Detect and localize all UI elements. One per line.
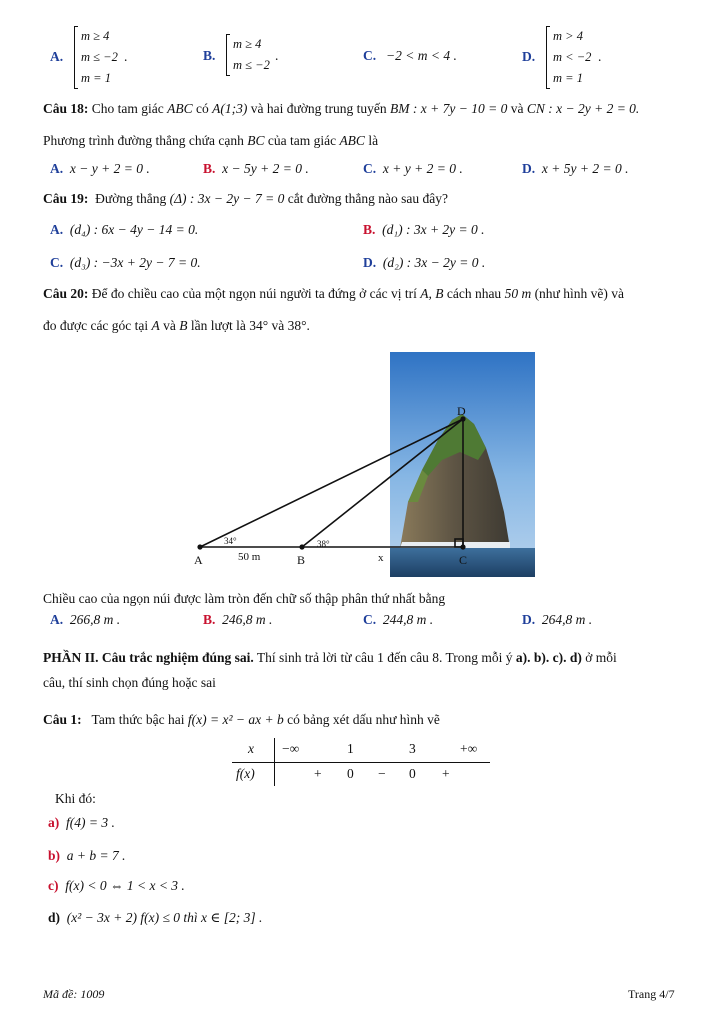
point-b xyxy=(299,544,304,549)
p2q1-expression: f(x) = x² − ax + b xyxy=(187,712,284,727)
q20-points: A, B xyxy=(420,286,444,301)
footer-exam-code: Mã đề: 1009 xyxy=(43,987,105,1001)
q20-label: Câu 20: xyxy=(43,286,89,301)
sign-table-hline xyxy=(232,762,490,763)
q18-stem-line2 xyxy=(43,133,378,149)
q18-stem-line1 xyxy=(43,101,639,117)
item-text: a + b = 7 . xyxy=(66,848,126,863)
mountain-figure xyxy=(190,352,540,584)
q20-option-b[interactable] xyxy=(203,612,272,628)
q20-distance: 50 m xyxy=(504,286,532,301)
q19-option-b[interactable] xyxy=(363,222,485,238)
q20-text: đo được các góc tại xyxy=(43,318,149,333)
p2q1-text: có bảng xét dấu như hình vẽ xyxy=(287,712,440,727)
q19-text: Đường thẳng xyxy=(95,191,167,206)
q17-option-c-text: −2 < m < 4 . xyxy=(386,48,457,63)
q17-option-a-letter: A. xyxy=(50,49,64,64)
item-text: f(x) < 0 ⇔ 1 < x < 3 . xyxy=(65,878,185,893)
q18-text: là xyxy=(368,133,379,148)
q18-option-d[interactable] xyxy=(522,161,628,177)
option-letter: C. xyxy=(363,612,377,627)
q18-point-a: A(1;3) xyxy=(212,101,248,116)
option-letter: A. xyxy=(50,161,64,176)
item-text: f(4) = 3 . xyxy=(66,815,115,830)
q18-option-c[interactable] xyxy=(363,161,463,177)
q18-label: Câu 18: xyxy=(43,101,89,116)
option-letter: B. xyxy=(203,161,216,176)
q19-text: cắt đường thẳng nào sau đây? xyxy=(287,191,448,206)
p2q1-item-c[interactable] xyxy=(48,878,185,894)
q20-text: (như hình vẽ) và xyxy=(534,286,624,301)
p2q1-label: Câu 1: xyxy=(43,712,82,727)
q17-b-line1: m ≥ 4 xyxy=(233,37,262,51)
label-a: A xyxy=(194,553,203,567)
angle-a-label: 34° xyxy=(224,536,237,546)
option-text: 264,8 m . xyxy=(541,612,593,627)
label-b: B xyxy=(297,553,306,567)
q18-median-bm: BM : x + 7y − 10 = 0 xyxy=(390,101,508,116)
q17-a-tail: . xyxy=(124,49,128,64)
option-letter: C. xyxy=(50,255,64,270)
item-text: (x² − 3x + 2) f(x) ≤ 0 thì x ∈ [2; 3] . xyxy=(66,910,263,925)
option-text: 246,8 m . xyxy=(222,612,273,627)
q18-text: và hai đường trung tuyến xyxy=(250,101,387,116)
q17-option-b-system xyxy=(226,34,270,76)
option-letter: B. xyxy=(363,222,376,237)
q18-text: của tam giác xyxy=(267,133,337,148)
q20-point-a: A xyxy=(151,318,160,333)
q18-text: Cho tam giác xyxy=(91,101,164,116)
sign-table-pos-inf: +∞ xyxy=(460,741,478,756)
q18-triangle: ABC xyxy=(339,133,365,148)
part2-title: PHẦN II. Câu trắc nghiệm đúng sai. xyxy=(43,650,254,665)
q20-text: và xyxy=(271,318,285,333)
q20-option-d[interactable] xyxy=(522,612,592,628)
part2-items-ref: a). b). c). d) xyxy=(515,650,582,665)
option-letter: D. xyxy=(363,255,377,270)
q17-d-tail: . xyxy=(598,49,602,64)
angle-b-label: 38° xyxy=(317,539,330,549)
q20-option-a[interactable] xyxy=(50,612,120,628)
p2q1-stem xyxy=(43,712,440,728)
part2-intro: Thí sinh trả lời từ câu 1 đến câu 8. Trong mỗi ý xyxy=(256,650,513,665)
sign-table-fx-header: f(x) xyxy=(236,766,255,781)
q17-b-line2: m ≤ −2 xyxy=(233,58,270,72)
sign-table-neg-inf: −∞ xyxy=(282,741,300,756)
x-label: x xyxy=(378,552,384,564)
q18-text: có xyxy=(196,101,209,116)
item-letter: d) xyxy=(48,910,61,925)
q18-side-bc: BC xyxy=(247,133,265,148)
q17-a-line3: m = 1 xyxy=(81,71,111,85)
option-text: x + y + 2 = 0 . xyxy=(382,161,463,176)
sign-table-zero-1: 0 xyxy=(347,766,354,781)
q19-option-c[interactable] xyxy=(50,255,201,271)
sign-table-vline xyxy=(274,738,275,786)
option-text: x + 5y + 2 = 0 . xyxy=(541,161,629,176)
option-letter: A. xyxy=(50,222,64,237)
p2q1-item-d[interactable] xyxy=(48,910,262,926)
option-text: (d₂) : 3x − 2y = 0 . xyxy=(382,255,486,270)
ab-length-label: 50 m xyxy=(238,551,261,563)
option-text: (d₄) : 6x − 4y − 14 = 0. xyxy=(69,222,199,237)
sign-table-sign-2: − xyxy=(378,766,386,781)
q17-d-line1: m > 4 xyxy=(553,29,583,43)
q18-text: và xyxy=(510,101,524,116)
q20-angle-a: 34° xyxy=(249,318,269,333)
q17-option-c-letter: C. xyxy=(363,48,377,63)
sign-table-zero-2: 0 xyxy=(409,766,416,781)
q18-triangle: ABC xyxy=(167,101,193,116)
sign-table-root-1: 1 xyxy=(347,741,354,756)
point-c xyxy=(460,544,465,549)
q17-option-b-letter: B. xyxy=(203,48,216,63)
p2q1-text: Tam thức bậc hai xyxy=(91,712,185,727)
option-letter: A. xyxy=(50,612,64,627)
label-c: C xyxy=(459,553,468,567)
p2q1-then: Khi đó: xyxy=(55,791,96,806)
option-letter: C. xyxy=(363,161,377,176)
option-text: x − y + 2 = 0 . xyxy=(69,161,150,176)
q20-stem-line1 xyxy=(43,286,624,302)
label-d: D xyxy=(457,404,466,418)
q20-text: Để đo chiều cao của một ngọn núi người ta đứng ở các vị trí xyxy=(91,286,417,301)
option-text: (d₁) : 3x + 2y = 0 . xyxy=(382,222,485,237)
q17-option-d-system xyxy=(546,26,591,89)
option-text: x − 5y + 2 = 0 . xyxy=(222,161,309,176)
q19-line-delta: (Δ) : 3x − 2y − 7 = 0 xyxy=(169,191,285,206)
q19-option-d[interactable] xyxy=(363,255,485,271)
q17-option-a-system xyxy=(74,26,118,89)
part2-heading-line1 xyxy=(43,650,617,666)
sign-table-x-header: x xyxy=(248,741,254,756)
option-text: 266,8 m . xyxy=(69,612,121,627)
q17-b-tail: . xyxy=(275,48,279,63)
q20-angle-b: 38°. xyxy=(287,318,310,333)
q18-text: Phương trình đường thẳng chứa cạnh xyxy=(43,133,244,148)
point-a xyxy=(197,544,202,549)
option-letter: B. xyxy=(203,612,216,627)
q18-option-b[interactable] xyxy=(203,161,309,177)
q19-stem xyxy=(43,191,448,207)
q17-a-line2: m ≤ −2 xyxy=(81,50,118,64)
q17-a-line1: m ≥ 4 xyxy=(81,29,110,43)
q19-option-a[interactable] xyxy=(50,222,198,238)
q19-label: Câu 19: xyxy=(43,191,89,206)
sign-table-root-3: 3 xyxy=(409,741,416,756)
q17-option-d-letter: D. xyxy=(522,49,536,64)
q18-median-cn: CN : x − 2y + 2 = 0. xyxy=(526,101,640,116)
option-letter: D. xyxy=(522,161,536,176)
q17-d-line3: m = 1 xyxy=(553,71,583,85)
q20-question: Chiều cao của ngọn núi được làm tròn đến chữ số thập phân thứ nhất bằng xyxy=(43,591,446,606)
part2-intro: ở mỗi xyxy=(585,650,617,665)
q20-text: lần lượt là xyxy=(190,318,246,333)
sign-table-sign-3: + xyxy=(442,766,450,781)
q20-option-c[interactable] xyxy=(363,612,433,628)
q17-d-line2: m < −2 xyxy=(553,50,592,64)
option-text: (d₃) : −3x + 2y − 7 = 0. xyxy=(69,255,201,270)
p2q1-item-b[interactable] xyxy=(48,848,126,864)
item-letter: a) xyxy=(48,815,60,830)
p2q1-item-a[interactable] xyxy=(48,815,115,831)
option-letter: D. xyxy=(522,612,536,627)
sign-table-sign-1: + xyxy=(314,766,322,781)
q20-stem-line2 xyxy=(43,318,310,334)
q20-point-b: B xyxy=(179,318,188,333)
item-letter: c) xyxy=(48,878,59,893)
q20-text: và xyxy=(163,318,176,333)
part2-heading-line2: câu, thí sinh chọn đúng hoặc sai xyxy=(43,675,216,690)
footer-page-number: Trang 4/7 xyxy=(628,987,675,1001)
q20-text: cách nhau xyxy=(446,286,502,301)
option-text: 244,8 m . xyxy=(382,612,434,627)
q18-option-a[interactable] xyxy=(50,161,150,177)
item-letter: b) xyxy=(48,848,61,863)
sign-table xyxy=(232,738,490,786)
